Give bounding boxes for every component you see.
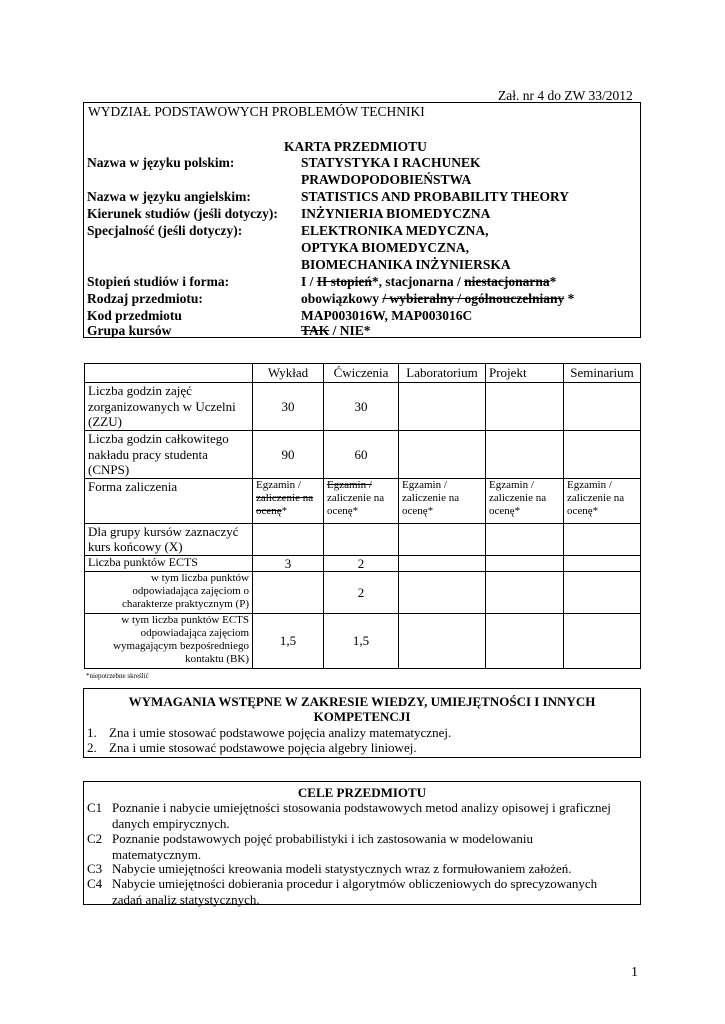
group-value (301, 323, 371, 339)
hours-table (84, 363, 641, 669)
table-header-row (85, 364, 641, 383)
type-label: Rodzaj przedmiotu: (87, 291, 203, 306)
header-seminar: Seminarium (564, 364, 641, 383)
cnps-exercises: 60 (324, 431, 399, 479)
list-item (87, 831, 617, 862)
goals-title: CELE PRZEDMIOTU (297, 785, 427, 800)
practical-exercises: 2 (324, 572, 399, 614)
table-row (85, 478, 641, 523)
bk-laboratory (399, 614, 486, 669)
requirements-title-2: KOMPETENCJI (313, 709, 411, 724)
practical-project (486, 572, 564, 614)
item-number: 2. (87, 740, 97, 755)
goals-box (83, 781, 641, 905)
specialty-value-1: ELEKTRONIKA MEDYCZNA, (301, 223, 489, 238)
group-part: / NIE* (329, 323, 371, 338)
requirements-title-1: WYMAGANIA WSTĘPNE W ZAKRESIE WIEDZY, UMIEJĘTNOŚCI I INNYCH (128, 694, 596, 709)
header-exercises: Ćwiczenia (324, 364, 399, 383)
item-text: Zna i umie stosować podstawowe pojęcia algebry liniowej. (109, 740, 417, 755)
practical-label: w tym liczba punktów odpowiadająca zajęciom o charakterze praktycznym (P) (85, 572, 253, 614)
item-number: 1. (87, 725, 97, 740)
list-item (87, 861, 617, 877)
header-project: Projekt (486, 364, 564, 383)
cnps-lecture: 90 (253, 431, 324, 479)
goal-text: Nabycie umiejętności dobierania procedur i algorytmów obliczeniowych do sprecyzowanych zadań analiz statystycznych. (112, 876, 598, 907)
name-pl-value-2: PRAWDOPODOBIEŃSTWA (301, 172, 472, 187)
goal-text: Poznanie i nabycie umiejętności stosowania podstawowych metod analizy opisowej i graficznej danych empirycznych. (112, 800, 611, 831)
practical-laboratory (399, 572, 486, 614)
code-value: MAP003016W, MAP003016C (301, 308, 473, 323)
cnps-label: Liczba godzin całkowitego nakładu pracy studenta (CNPS) (85, 431, 253, 479)
goal-number: C1 (87, 800, 103, 815)
goal-text: Nabycie umiejętności kreowania modeli statystycznych wraz z formułowaniem założeń. (112, 861, 572, 876)
field-label: Kierunek studiów (jeśli dotyczy): (87, 206, 278, 221)
level-value (301, 274, 556, 290)
final-course-cell (253, 523, 324, 555)
header-laboratory: Laboratorium (399, 364, 486, 383)
header-lecture: Wykład (253, 364, 324, 383)
cnps-seminar (564, 431, 641, 479)
type-part: * (564, 291, 575, 306)
group-struck: TAK (301, 323, 330, 338)
ects-project (486, 555, 564, 572)
ects-exercises: 2 (324, 555, 399, 572)
table-row (85, 431, 641, 479)
cnps-laboratory (399, 431, 486, 479)
table-row (85, 572, 641, 614)
list-item (87, 725, 451, 741)
specialty-value-3: BIOMECHANIKA INŻYNIERSKA (301, 257, 511, 272)
table-row (85, 523, 641, 555)
form-exercises (324, 478, 399, 523)
form-lecture-star: * (281, 504, 288, 517)
ects-lecture: 3 (253, 555, 324, 572)
zzu-laboratory (399, 383, 486, 431)
form-project: Egzamin / zaliczenie na ocenę* (486, 478, 564, 523)
bk-exercises: 1,5 (324, 614, 399, 669)
zzu-label: Liczba godzin zajęć zorganizowanych w Uczelni (ZZU) (85, 383, 253, 431)
level-part: * (549, 274, 557, 289)
level-struck-mode: niestacjonarna (464, 274, 550, 289)
table-row (85, 614, 641, 669)
footnote: *niepotrzebne skreślić (86, 672, 149, 680)
zzu-project (486, 383, 564, 431)
bk-seminar (564, 614, 641, 669)
level-part: I / (301, 274, 317, 289)
form-laboratory: Egzamin / zaliczenie na ocenę* (399, 478, 486, 523)
faculty-name: WYDZIAŁ PODSTAWOWYCH PROBLEMÓW TECHNIKI (88, 104, 425, 119)
item-text: Zna i umie stosować podstawowe pojęcia analizy matematycznej. (109, 725, 452, 740)
specialty-label: Specjalność (jeśli dotyczy): (87, 223, 243, 238)
form-label: Forma zaliczenia (85, 478, 253, 523)
specialty-value-2: OPTYKA BIOMEDYCZNA, (301, 240, 470, 255)
goal-number: C2 (87, 831, 103, 846)
name-pl-value-1: STATYSTYKA I RACHUNEK (301, 155, 481, 170)
cnps-project (486, 431, 564, 479)
field-value: INŻYNIERIA BIOMEDYCZNA (301, 206, 491, 221)
name-pl-label: Nazwa w języku polskim: (87, 155, 235, 170)
table-row (85, 555, 641, 572)
requirements-box (83, 688, 641, 758)
type-struck: / wybieralny / ogólnouczelniany (382, 291, 565, 306)
code-label: Kod przedmiotu (87, 308, 182, 323)
zzu-exercises: 30 (324, 383, 399, 431)
form-lecture-exam: Egzamin / (256, 478, 301, 491)
list-item (87, 800, 617, 831)
form-lecture (253, 478, 324, 523)
annex-reference: Zał. nr 4 do ZW 33/2012 (498, 88, 633, 103)
goal-number: C3 (87, 861, 103, 876)
table-row (85, 383, 641, 431)
bk-lecture: 1,5 (253, 614, 324, 669)
level-label: Stopień studiów i forma: (87, 274, 230, 289)
name-en-label: Nazwa w języku angielskim: (87, 189, 251, 204)
header-empty-cell (85, 364, 253, 383)
type-value (301, 291, 574, 307)
list-item (87, 876, 617, 907)
final-course-cell (486, 523, 564, 555)
ects-seminar (564, 555, 641, 572)
course-header-box (83, 102, 641, 338)
level-struck-degree: II stopień (316, 274, 372, 289)
final-course-cell (399, 523, 486, 555)
zzu-seminar (564, 383, 641, 431)
form-exercises-grade: zaliczenie na ocenę* (327, 491, 385, 517)
final-course-label: Dla grupy kursów zaznaczyć kurs końcowy (X) (85, 523, 253, 555)
goal-text: Poznanie podstawowych pojęć probabilistyki i ich zastosowania w modelowaniu matematycznym. (112, 831, 533, 862)
zzu-lecture: 30 (253, 383, 324, 431)
practical-lecture (253, 572, 324, 614)
page-number: 1 (631, 965, 638, 980)
card-title: KARTA PRZEDMIOTU (284, 139, 427, 154)
form-exercises-struck: Egzamin / (327, 478, 372, 491)
name-en-value: STATISTICS AND PROBABILITY THEORY (301, 189, 569, 204)
practical-seminar (564, 572, 641, 614)
ects-label: Liczba punktów ECTS (85, 555, 253, 572)
goal-number: C4 (87, 876, 103, 891)
form-seminar: Egzamin / zaliczenie na ocenę* (564, 478, 641, 523)
ects-laboratory (399, 555, 486, 572)
type-part: obowiązkowy (301, 291, 383, 306)
level-part: *, stacjonarna / (371, 274, 465, 289)
group-label: Grupa kursów (87, 323, 172, 338)
list-item (87, 740, 417, 756)
bk-label: w tym liczba punktów ECTS odpowiadająca zajęciom wymagającym bezpośredniego kontaktu (BK) (85, 614, 253, 669)
bk-project (486, 614, 564, 669)
final-course-cell (324, 523, 399, 555)
final-course-cell (564, 523, 641, 555)
form-lecture-struck: zaliczenie na ocenę (256, 491, 314, 517)
